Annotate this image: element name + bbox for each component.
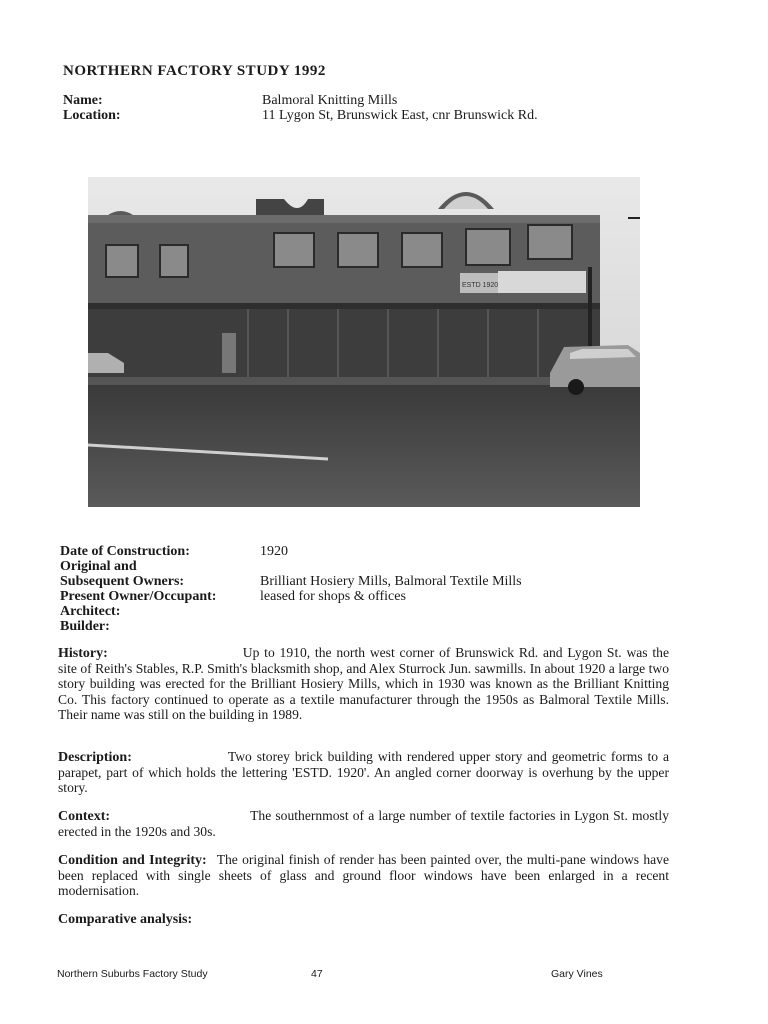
description-section [58,749,669,796]
date-value: 1920 [260,544,288,559]
footer-left: Northern Suburbs Factory Study [57,968,208,980]
footer-right: Gary Vines [551,968,603,980]
original-label: Original and [60,559,137,574]
building-photo-illustration [88,177,640,507]
present-value: leased for shops & offices [260,589,406,604]
location-label: Location: [63,108,121,123]
date-label: Date of Construction: [60,544,190,559]
condition-label: Condition and Integrity: [58,853,207,868]
context-text: The southernmost of a large number of textile factories in Lygon St. mostly erected in the 1920s and 30s. [58,808,669,840]
comparative-label: Comparative analysis: [58,912,193,927]
description-text: Two storey brick building with rendered upper story and geometric forms to a parapet, part of which holds the lettering 'ESTD. 1920'. An angled corner doorway is overhung by the upper story. [58,749,669,796]
builder-row [60,619,680,636]
context-section [58,808,669,839]
footer-page-number: 47 [311,968,323,980]
condition-section [58,852,669,899]
history-label: History: [58,646,108,661]
name-label: Name: [63,93,103,108]
history-text: Up to 1910, the north west corner of Brunswick Rd. and Lygon St. was the site of Reith's Stables, R.P. Smith's blacksmith shop, and Alex Sturrock Jun. sawmills. In about 1920 a large two story building was erected for the Brilliant Hosiery Mills, which in 1930 was known as the Brilliant Knitting Co. This factory continued to operate as a textile manufacturer through the 1950s as Balmoral Textile Mills. Their name was still on the building in 1989. [58,645,669,722]
building-photo [88,177,640,507]
builder-label: Builder: [60,619,110,634]
comparative-section [58,911,669,927]
owners-label: Subsequent Owners: [60,574,185,589]
building-sign-text: ESTD 1920 [462,282,499,289]
owners-value: Brilliant Hosiery Mills, Balmoral Textile Mills [260,574,522,589]
context-label: Context: [58,809,111,824]
location-row [60,108,680,125]
history-section [58,645,669,722]
name-value: Balmoral Knitting Mills [262,93,398,108]
architect-label: Architect: [60,604,121,619]
present-label: Present Owner/Occupant: [60,589,217,604]
condition-text: The original finish of render has been painted over, the multi-pane windows have been replaced with single sheets of glass and ground floor windows have been enlarged in a recent modernisation. [58,852,669,899]
description-label: Description: [58,750,132,765]
page-title: NORTHERN FACTORY STUDY 1992 [63,63,326,79]
location-value: 11 Lygon St, Brunswick East, cnr Brunswick Rd. [262,108,538,123]
